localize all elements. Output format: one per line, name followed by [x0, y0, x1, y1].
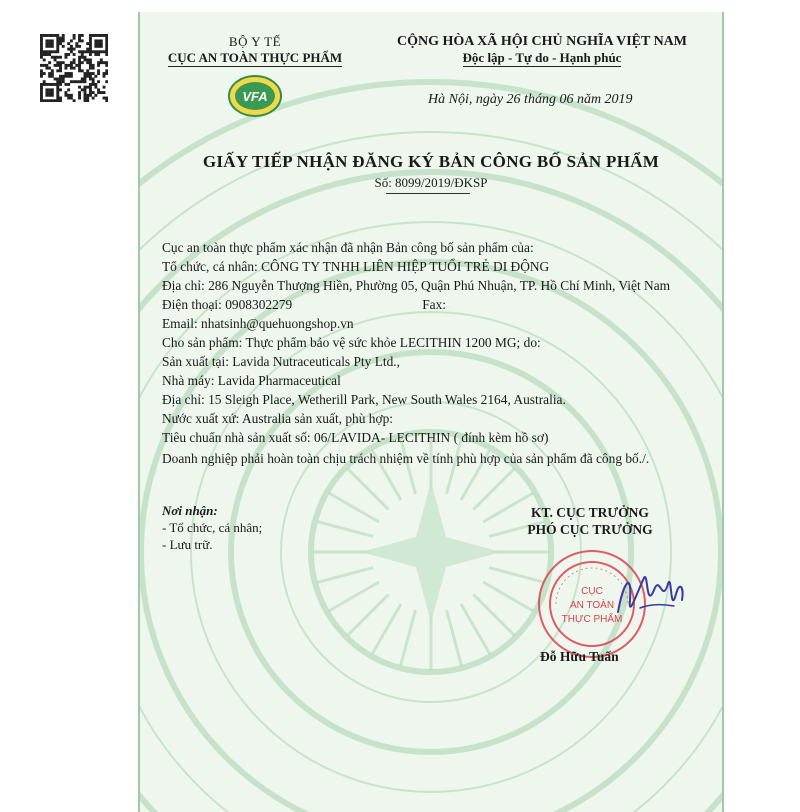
email-line: Email: nhatsinh@quehuongshop.vn [162, 316, 354, 331]
signer-line-1: KT. CỤC TRƯỞNG [531, 505, 649, 520]
address-line: Địa chỉ: 286 Nguyễn Thượng Hiền, Phường 05, Quận Phú Nhuận, TP. Hồ Chí Minh, Việt Nam [162, 278, 671, 293]
number-underline [386, 193, 470, 194]
issue-date: Hà Nội, ngày 26 tháng 06 năm 2019 [428, 92, 633, 107]
recipient-item: - Tổ chức, cá nhân; [162, 520, 263, 535]
handwritten-signature [610, 560, 690, 630]
certificate-page [138, 12, 724, 812]
national-motto: Độc lập - Tự do - Hạnh phúc [462, 50, 622, 65]
svg-text:CỤC: CỤC [581, 586, 603, 597]
document-title: GIẤY TIẾP NHẬN ĐĂNG KÝ BẢN CÔNG BỐ SẢN PHẨM [202, 152, 660, 171]
national-heading [372, 34, 712, 66]
manufacturer-line: Sản xuất tại: Lavida Nutraceuticals Pty Ltd., [162, 354, 400, 369]
vfa-logo [227, 74, 283, 118]
product-line: Cho sản phẩm: Thực phẩm bảo vệ sức khỏe LECITHIN 1200 MG; do: [162, 335, 541, 350]
fax-label: Fax: [422, 297, 446, 312]
document-number: Số: 8099/2019/ĐKSP [374, 175, 488, 190]
issuing-agency [140, 34, 370, 66]
svg-text:VFA: VFA [242, 89, 268, 104]
recipients-title: Nơi nhận: [162, 503, 218, 518]
recipient-item: - Lưu trữ. [162, 537, 213, 552]
country-name: CỘNG HÒA XÃ HỘI CHỦ NGHĨA VIỆT NAM [396, 34, 687, 49]
certificate-body [162, 238, 702, 468]
intro-line: Cục an toàn thực phẩm xác nhận đã nhận Bản công bố sản phẩm của: [162, 240, 534, 255]
signer-title-block [480, 504, 700, 538]
standard-line: Tiêu chuẩn nhà sản xuất số: 06/LAVIDA- LECITHIN ( đính kèm hồ sơ) [162, 430, 549, 445]
organization-line: Tổ chức, cá nhân: CÔNG TY TNHH LIÊN HIỆP TUỔI TRẺ DI ĐỘNG [162, 259, 550, 274]
factory-address-line: Địa chỉ: 15 Sleigh Place, Wetherill Park, New South Wales 2164, Australia. [162, 392, 566, 407]
ministry-name: BỘ Y TẾ [228, 34, 282, 49]
svg-text:AN TOÀN: AN TOÀN [569, 600, 615, 611]
closing-statement: Doanh nghiệp phải hoàn toàn chịu trách nhiệm về tính phù hợp của sản phẩm đã công bố./. [162, 451, 650, 466]
signer-name: Đỗ Hữu Tuấn [540, 649, 619, 664]
signer-line-2: PHÓ CỤC TRƯỞNG [527, 522, 653, 537]
origin-line: Nước xuất xứ: Australia sản xuất, phù hợp: [162, 411, 393, 426]
svg-text:THỰC PHẨM: THỰC PHẨM [561, 614, 623, 625]
recipients-block [162, 502, 262, 553]
qr-code [40, 34, 108, 102]
phone-line: Điện thoại: 0908302279 [162, 297, 293, 312]
factory-line: Nhà máy: Lavida Pharmaceutical [162, 373, 341, 388]
agency-name: CỤC AN TOÀN THỰC PHẨM [167, 50, 343, 65]
